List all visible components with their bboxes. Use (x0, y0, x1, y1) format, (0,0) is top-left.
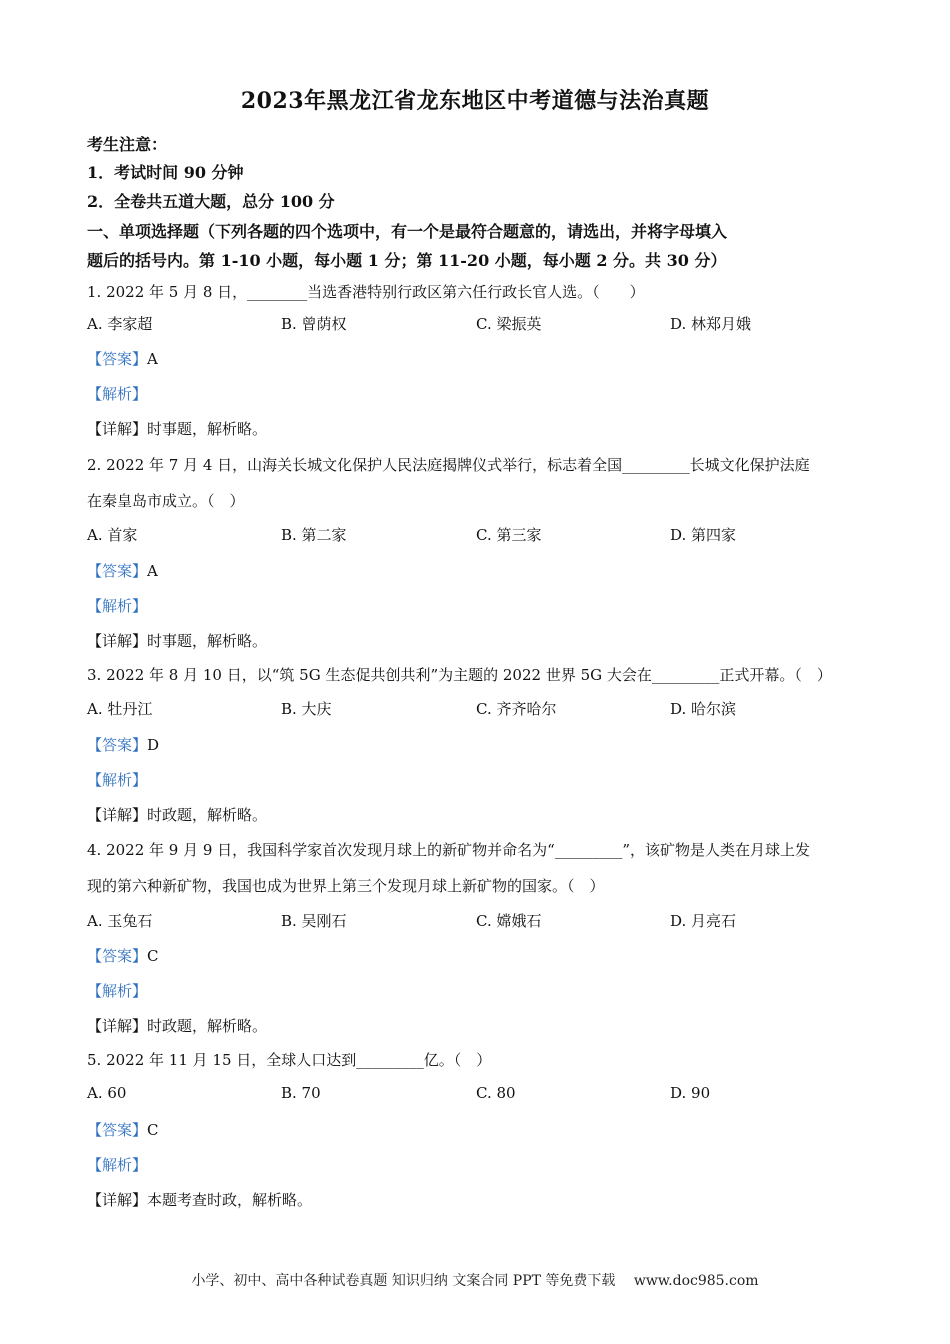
option-a: A. 李家超 (87, 315, 153, 333)
notice-item: 1．考试时间 90 分钟 (87, 163, 244, 182)
detail-text: 时政题，解析略。 (147, 806, 268, 824)
answer-line (87, 945, 159, 966)
option-c: C. 嫦娥石 (476, 912, 542, 930)
answer-line (87, 734, 159, 755)
answer-value: D (147, 736, 160, 754)
detail-text: 时事题，解析略。 (147, 420, 268, 438)
answer-line (87, 348, 158, 369)
option-b: B. 第二家 (281, 526, 347, 544)
question-stem: 5. 2022 年 11 月 15 日，全球人口达到_________亿。（ ） (87, 1051, 492, 1069)
option-a: A. 牡丹江 (87, 700, 153, 718)
option-d: D. 第四家 (670, 526, 737, 544)
notice-item: 2．全卷共五道大题，总分 100 分 (87, 192, 335, 211)
detail-text: 时事题，解析略。 (147, 632, 268, 650)
question-stem-cont: 现的第六种新矿物，我国也成为世界上第三个发现月球上新矿物的国家。（ ） (87, 877, 605, 895)
answer-value: C (147, 1121, 159, 1139)
option-a: A. 60 (87, 1084, 127, 1102)
section-heading: 一、单项选择题（下列各题的四个选项中，有一个是最符合题意的，请选出，并将字母填入 (87, 222, 728, 241)
detail-text: 时政题，解析略。 (147, 1017, 268, 1035)
detail-label: 【详解】 (87, 632, 148, 650)
analysis-label: 【解析】 (87, 982, 148, 1000)
option-c: C. 齐齐哈尔 (476, 700, 557, 718)
detail-line (87, 1015, 267, 1036)
option-c: C. 80 (476, 1084, 516, 1102)
option-a: A. 玉兔石 (87, 912, 153, 930)
detail-text: 本题考查时政，解析略。 (147, 1191, 313, 1209)
option-a: A. 首家 (87, 526, 138, 544)
question-stem: 4. 2022 年 9 月 9 日，我国科学家首次发现月球上的新矿物并命名为“_________”，该矿物是人类在月球上发 (87, 841, 811, 859)
section-heading-cont: 题后的括号内。第 1-10 小题，每小题 1 分；第 11-20 小题，每小题 2 分。共 30 分） (87, 251, 727, 270)
detail-line (87, 804, 267, 825)
answer-line (87, 560, 158, 581)
detail-line (87, 1189, 312, 1210)
option-b: B. 大庆 (281, 700, 332, 718)
answer-value: A (147, 350, 158, 368)
answer-label: 【答案】 (87, 562, 148, 580)
analysis-label: 【解析】 (87, 597, 148, 615)
answer-label: 【答案】 (87, 736, 148, 754)
option-b: B. 70 (281, 1084, 321, 1102)
answer-label: 【答案】 (87, 1121, 148, 1139)
option-b: B. 曾荫权 (281, 315, 347, 333)
option-b: B. 吴刚石 (281, 912, 347, 930)
notice-heading: 考生注意： (87, 135, 168, 154)
page-footer: 小学、初中、高中各种试卷真题 知识归纳 文案合同 PPT 等免费下载 www.doc985.com (191, 1273, 759, 1289)
detail-line (87, 630, 267, 651)
option-d: D. 林郑月娥 (670, 315, 752, 333)
detail-line (87, 418, 267, 439)
option-d: D. 月亮石 (670, 912, 737, 930)
question-stem: 2. 2022 年 7 月 4 日，山海关长城文化保护人民法庭揭牌仪式举行，标志着全国_________长城文化保护法庭 (87, 456, 810, 474)
analysis-label: 【解析】 (87, 385, 148, 403)
detail-label: 【详解】 (87, 1017, 148, 1035)
detail-label: 【详解】 (87, 420, 148, 438)
detail-label: 【详解】 (87, 1191, 148, 1209)
option-d: D. 90 (670, 1084, 711, 1102)
answer-label: 【答案】 (87, 350, 148, 368)
detail-label: 【详解】 (87, 806, 148, 824)
analysis-label: 【解析】 (87, 771, 148, 789)
question-stem: 3. 2022 年 8 月 10 日，以“筑 5G 生态促共创共利”为主题的 2022 世界 5G 大会在_________正式开幕。（ ） (87, 666, 832, 684)
answer-label: 【答案】 (87, 947, 148, 965)
analysis-label: 【解析】 (87, 1156, 148, 1174)
answer-line (87, 1119, 159, 1140)
question-stem-cont: 在秦皇岛市成立。（ ） (87, 492, 245, 510)
option-d: D. 哈尔滨 (670, 700, 737, 718)
option-c: C. 第三家 (476, 526, 542, 544)
page-title: 2023年黑龙江省龙东地区中考道德与法治真题 (240, 88, 710, 114)
question-stem: 1. 2022 年 5 月 8 日，________当选香港特别行政区第六任行政长官人选。（ ） (87, 283, 645, 301)
option-c: C. 梁振英 (476, 315, 542, 333)
answer-value: C (147, 947, 159, 965)
answer-value: A (147, 562, 158, 580)
